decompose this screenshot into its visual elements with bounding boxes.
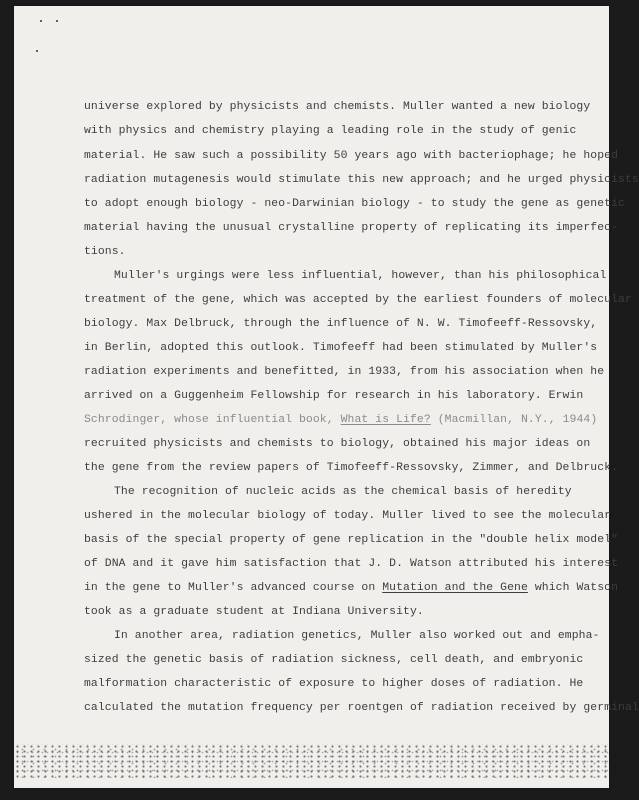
text-line: [84, 414, 597, 426]
text-line: malformation characteristic of exposure to higher doses of radiation. He: [84, 678, 584, 690]
text-line: material having the unusual crystalline property of replicating its imperfec-: [84, 222, 619, 234]
text-line: to adopt enough biology - neo-Darwinian biology - to study the gene as genetic: [84, 198, 625, 210]
text-line: biology. Max Delbruck, through the influence of N. W. Timofeeff-Ressovsky,: [84, 318, 598, 330]
text-line: calculated the mutation frequency per roentgen of radiation received by germinal: [84, 702, 639, 714]
text-line: basis of the special property of gene replication in the "double helix model": [84, 534, 619, 546]
text-line: recruited physicists and chemists to biology, obtained his major ideas on: [84, 438, 591, 450]
line-segment: in the gene to Muller's advanced course on: [84, 582, 376, 594]
course-title: Mutation and the Gene: [382, 582, 528, 594]
text-line: ushered in the molecular biology of today. Muller lived to see the molecular: [84, 510, 612, 522]
text-line: in Berlin, adopted this outlook. Timofeeff had been stimulated by Muller's: [84, 342, 598, 354]
text-line: The recognition of nucleic acids as the chemical basis of heredity: [114, 486, 572, 498]
text-line: In another area, radiation genetics, Muller also worked out and empha-: [114, 630, 600, 642]
text-line: [84, 582, 618, 594]
scan-noise-band: [14, 744, 609, 778]
text-line: sized the genetic basis of radiation sickness, cell death, and embryonic: [84, 654, 584, 666]
text-line: with physics and chemistry playing a leading role in the study of genic: [84, 125, 577, 137]
book-title: What is Life?: [340, 414, 431, 426]
text-line: material. He saw such a possibility 50 years ago with bacteriophage; he hoped: [84, 150, 619, 162]
line-segment: which Watson: [534, 582, 619, 594]
text-line: the gene from the review papers of Timofeeff-Ressovsky, Zimmer, and Delbruck.: [84, 462, 619, 474]
text-line: took as a graduate student at Indiana University.: [84, 606, 424, 618]
text-line: Muller's urgings were less influential, however, than his philosophical: [114, 270, 607, 282]
line-segment: (Macmillan, N.Y., 1944): [437, 414, 598, 426]
text-line: radiation mutagenesis would stimulate this new approach; and he urged physicists: [84, 174, 639, 186]
text-line: of DNA and it gave him satisfaction that J. D. Watson attributed his interest: [84, 558, 619, 570]
text-line: universe explored by physicists and chemists. Muller wanted a new biology: [84, 101, 591, 113]
document-page: [14, 6, 639, 788]
text-line: radiation experiments and benefitted, in 1933, from his association when he: [84, 366, 605, 378]
text-line: treatment of the gene, which was accepted by the earliest founders of molecular: [84, 294, 632, 306]
line-segment: Schrodinger, whose influential book,: [84, 414, 334, 426]
text-line: arrived on a Guggenheim Fellowship for research in his laboratory. Erwin: [84, 390, 584, 402]
text-line: tions.: [84, 246, 126, 258]
